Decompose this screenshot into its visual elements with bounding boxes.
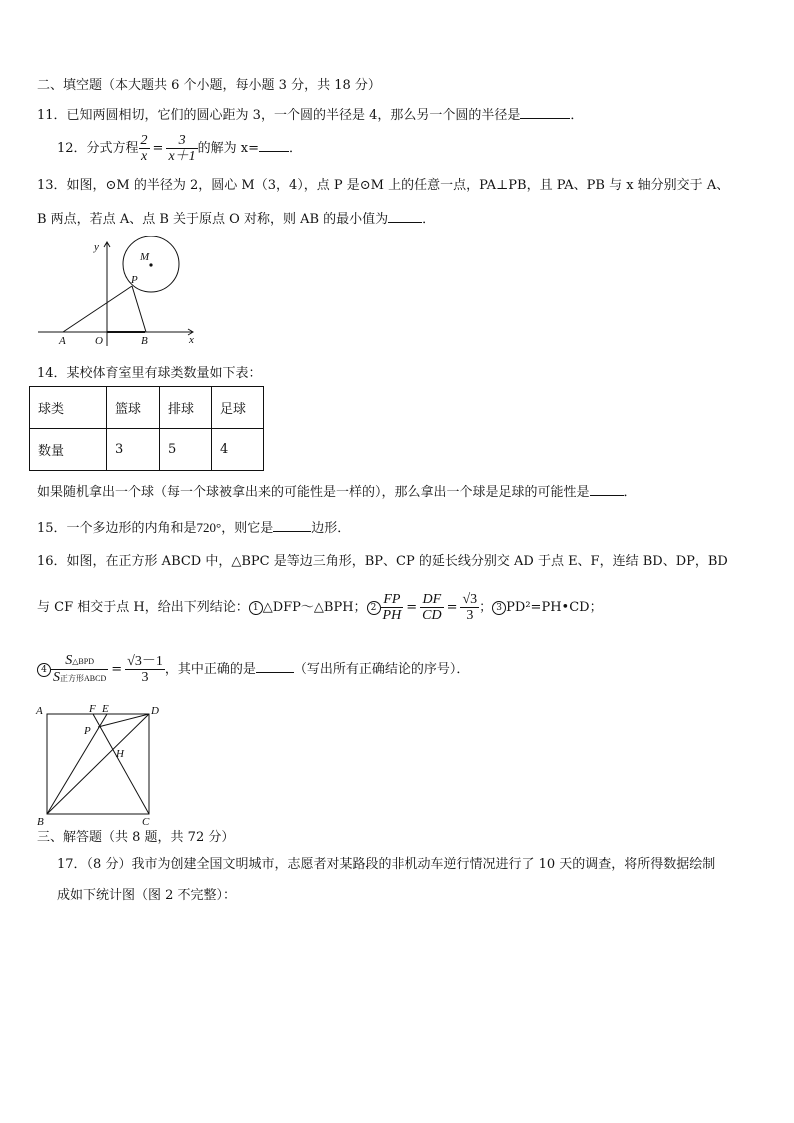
label-B: B [37,816,44,828]
label-A: A [36,705,43,717]
label-H: H [116,748,124,760]
label-O: O [95,335,103,347]
fraction-area-ratio: $\frac{\text{S△BPD}}{\text{S正方形ABCD}}$ [53,653,107,685]
table-cell: 篮球 [107,387,160,429]
answer-blank [259,137,289,152]
table-row [30,429,264,471]
fraction-sqrt3-over-3: $\frac{√3}{3}$ [462,592,478,623]
answer-blank [388,208,422,223]
conclusion-1: △DFP～△BPH； [262,600,367,615]
circle-figure [30,236,205,348]
label-D: D [151,705,159,717]
label-y: y [94,241,99,253]
section-title: 二、填空题（本大题共 6 个小题，每小题 3 分，共 18 分） [37,78,381,93]
label-F: F [89,703,96,715]
table-cell: 足球 [212,387,264,429]
answer-blank [520,104,570,119]
label-x: x [189,334,194,346]
question-13-line2: B 两点，若点 A、点 B 关于原点 O 对称，则 AB 的最小值为 ． [37,208,435,229]
angle-value: 720° [196,520,222,535]
question-13-line1: 13．如图，⊙M 的半径为 2，圆心 M（3，4），点 P 是⊙M 上的任意一点，PA⊥PB，且 PA、PB 与 x 轴分别交于 A、 [37,178,730,193]
conclusion-3: PD²=PH•CD； [506,600,603,615]
answer-blank [590,481,624,496]
question-14-after: 如果随机拿出一个球（每一个球被拿出来的可能性是一样的），那么拿出一个球是足球的可能性是 ． [37,481,637,502]
fraction-df-cd: $\frac{DF}{CD}$ [422,592,442,623]
section-title: 三、解答题（共 8 题，共 72 分） [37,830,235,845]
table-cell: 5 [160,429,212,471]
conclusion-4-marker: 4 [37,663,51,677]
question-16-line2: 与 CF 相交于点 H，给出下列结论： 1 △DFP～△BPH； 2 $\frac{FP}{PH}$ = $\frac{DF}{CD}$ = $\frac{√3}{3}$ ； 3 PD²=PH•CD； [37,592,603,623]
label-A: A [59,335,66,347]
question-prefix: 12．分式方程 [57,141,139,156]
label-E: E [102,703,109,715]
table-cell: 3 [107,429,160,471]
question-14: 14．某校体育室里有球类数量如下表： [37,366,262,381]
label-M: M [140,251,150,263]
ball-count-table [29,386,264,471]
table-cell: 排球 [160,387,212,429]
fraction-3-over-x-plus-1: $\frac{3}{x+1}$ [168,133,196,164]
table-cell: 4 [212,429,264,471]
label-B: B [141,335,148,347]
question-15: 15．一个多边形的内角和是720°，则它是 边形． [37,517,350,538]
question-suffix: 的解为 x= [197,141,260,156]
question-16-line3: 4 $\frac{\text{S△BPD}}{\text{S正方形ABCD}}$ = $\frac{√3-1}{3}$ ，其中正确的是 （写出所有正确结论的序号）． [37,650,469,690]
table-row [30,387,264,429]
table-cell: 数量 [30,429,107,471]
answer-blank [273,517,311,532]
answer-blank [256,658,294,673]
question-17-line2: 成如下统计图（图 2 不完整）： [57,888,237,903]
question-text: 11．已知两圆相切，它们的圆心距为 3，一个圆的半径是 4，那么另一个圆的半径是 [37,108,521,123]
equals-sign: = [152,141,164,156]
fraction-fp-ph: $\frac{FP}{PH}$ [382,592,402,623]
fraction-2-over-x: $\frac{2}{x}$ [140,133,148,164]
fraction-sqrt3-minus-1-over-3: $\frac{√3-1}{3}$ [127,654,163,685]
table-cell: 球类 [30,387,107,429]
conclusion-3-marker: 3 [492,601,506,615]
conclusion-2-marker: 2 [367,601,381,615]
label-P: P [84,725,91,737]
label-P: P [131,274,138,286]
question-12 [57,129,302,169]
question-17-line1: 17．（8 分）我市为创建全国文明城市，志愿者对某路段的非机动车逆行情况进行了 10 天的调查，将所得数据绘制 [57,857,716,872]
punct: ． [289,141,303,156]
punct: ． [570,108,584,123]
label-C: C [142,816,150,828]
question-11 [37,104,583,125]
question-16-line1: 16．如图，在正方形 ABCD 中，△BPC 是等边三角形，BP、CP 的延长线分别交 AD 于点 E、F，连结 BD、DP，BD [37,554,728,569]
square-figure [34,701,166,829]
conclusion-1-marker: 1 [249,601,263,615]
